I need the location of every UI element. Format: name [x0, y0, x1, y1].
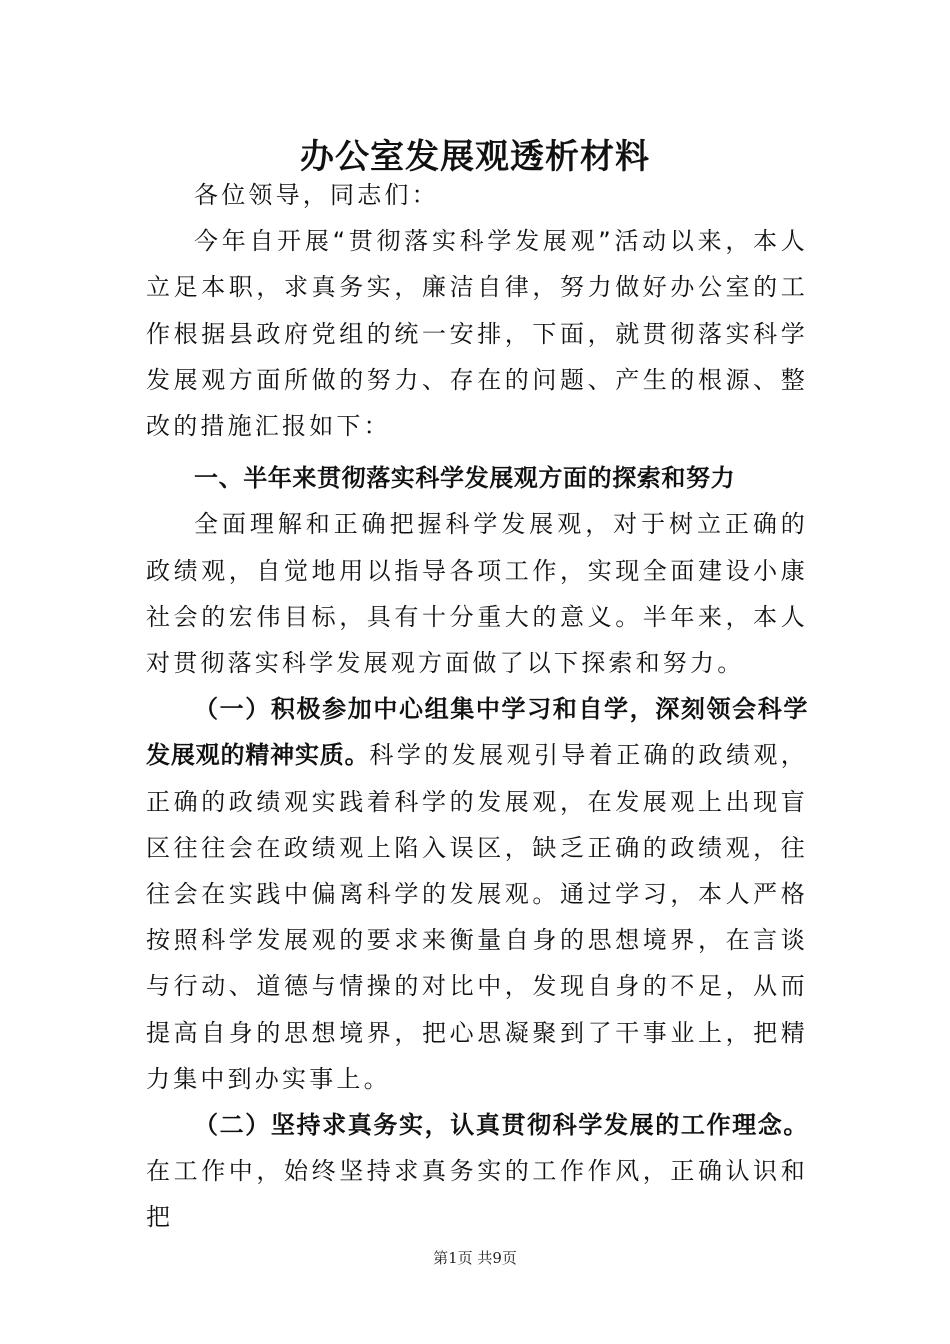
section-heading: 一、半年来贯彻落实科学发展观方面的探索和努力	[194, 464, 736, 493]
item-one-heading: （一）积极参加中心组集中学习和自学，深刻领会科学发展观的精神实质。	[146, 695, 808, 770]
document-title: 办公室发展观透析材料	[300, 137, 650, 177]
item-one-paragraph	[146, 686, 808, 1102]
intro-paragraph: 今年自开展“贯彻落实科学发展观”活动以来，本人立足本职，求真务实，廉洁自律，努力做好办公室的工作根据县政府党组的统一安排，下面，就贯彻落实科学发展观方面所做的努力、存在的问题、产生的根源、整改的措施汇报如下：	[146, 227, 808, 441]
item-two-paragraph	[146, 1102, 808, 1241]
document-body	[146, 172, 808, 1241]
item-two-heading: （二）坚持求真务实，认真贯彻科学发展的工作理念。	[194, 1111, 808, 1140]
item-two-text: 在工作中，始终坚持求真务实的工作作风，正确认识和把	[146, 1157, 808, 1232]
item-one-text: 科学的发展观引导着正确的政绩观，正确的政绩观实践着科学的发展观，在发展观上出现盲区往往会在政绩观上陷入误区，缺乏正确的政绩观，往往会在实践中偏离科学的发展观。通过学习，本人严格按照科学发展观的要求来衡量自身的思想境界，在言谈与行动、道德与情操的对比中，发现自身的不足，从而提高自身的思想境界，把心思凝聚到了干事业上，把精力集中到办实事上。	[146, 741, 808, 1093]
section-paragraph: 全面理解和正确把握科学发展观，对于树立正确的政绩观，自觉地用以指导各项工作，实现全面建设小康社会的宏伟目标，具有十分重大的意义。半年来，本人对贯彻落实科学发展观方面做了以下探索和努力。	[146, 510, 808, 678]
page-number-footer: 第1页 共9页	[433, 1249, 517, 1267]
salutation: 各位领导，同志们：	[194, 181, 439, 209]
